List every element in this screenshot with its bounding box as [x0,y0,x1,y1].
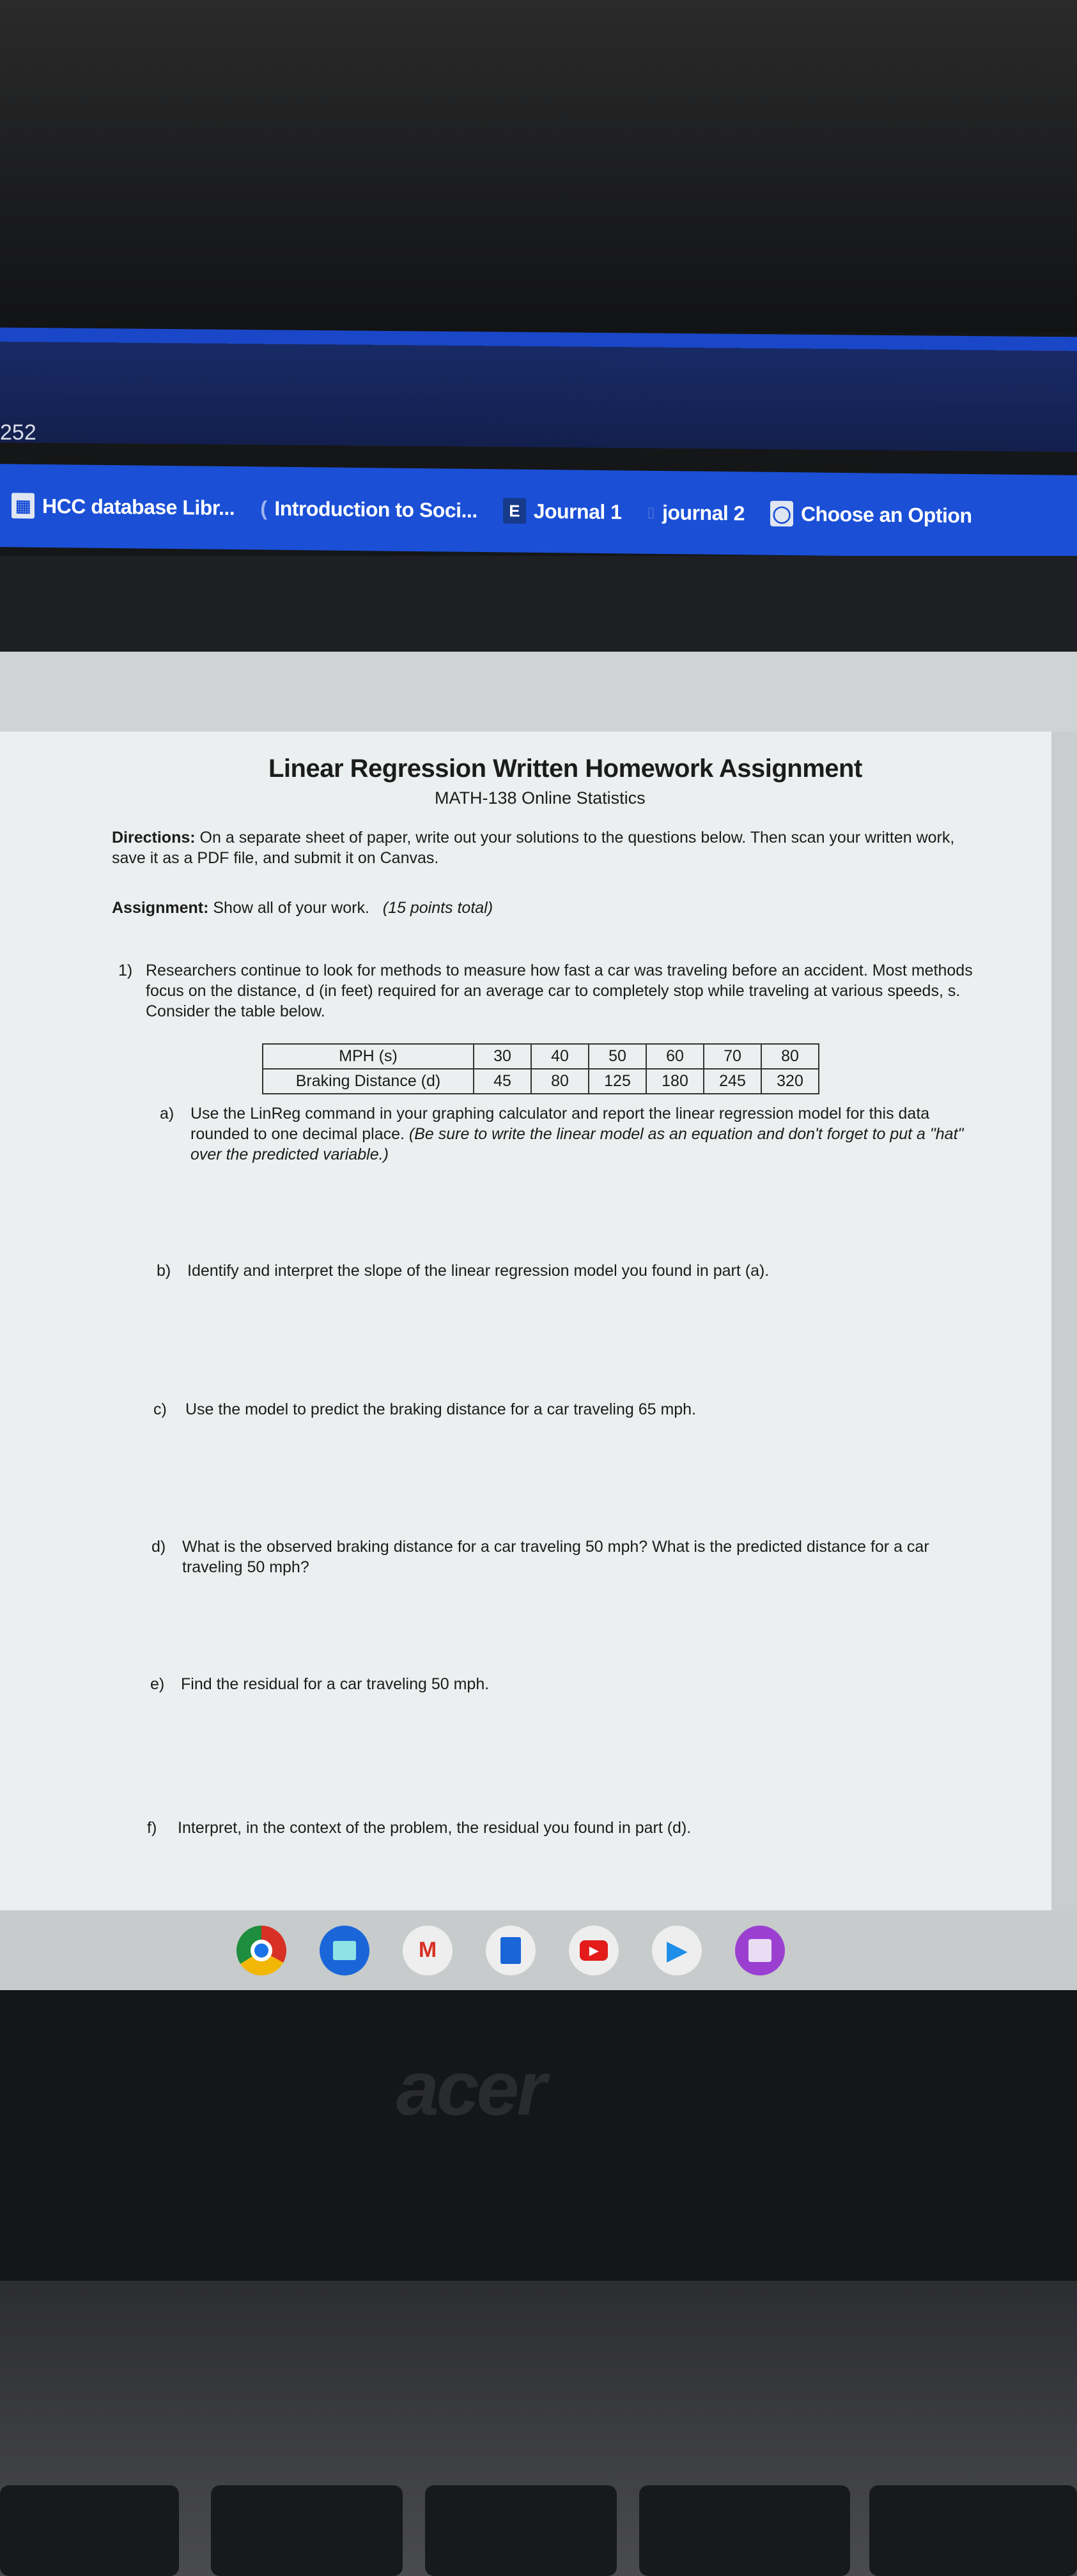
row-header: MPH (s) [263,1044,474,1069]
data-table [262,1043,819,1094]
viewer-toolbar [0,652,1077,735]
library-icon: ▦ [12,493,35,518]
gallery-icon[interactable] [735,1926,785,1975]
table-cell: 320 [761,1069,819,1094]
table-row [263,1044,819,1069]
part-e-text: Find the residual for a car traveling 50 mph. [181,1675,490,1693]
row-header: Braking Distance (d) [263,1069,474,1094]
key-volume-down[interactable] [869,2485,1077,2576]
course-subtitle: MATH-138 Online Statistics [435,788,646,808]
files-icon[interactable] [320,1926,369,1975]
table-cell: 80 [531,1069,589,1094]
table-cell: 30 [474,1044,531,1069]
question-number: 1) [118,962,133,979]
e-icon: E [503,498,526,523]
key-mute[interactable] [639,2485,850,2576]
table-cell: 60 [646,1044,704,1069]
part-letter: f) [147,1819,157,1837]
table-row [263,1069,819,1094]
part-c-text: Use the model to predict the braking distance for a car traveling 65 mph. [185,1400,697,1418]
bookmark-hcc-database[interactable] [12,493,235,521]
part-a-text [190,1103,983,1165]
key-brightness-down[interactable] [211,2485,403,2576]
bookmark-label: Journal 1 [533,499,622,523]
part-letter: c) [153,1400,167,1418]
part-letter: a) [160,1105,174,1123]
page-margin [1051,732,1077,1910]
screen-bezel [0,0,1077,332]
circle-icon: ◯ [770,501,793,526]
page-icon: ( [260,496,267,520]
part-letter: b) [157,1262,171,1280]
pdf-page [0,732,1051,1910]
tab-title-fragment[interactable]: 252 [0,420,36,445]
part-d-text: What is the observed braking distance for a car traveling 50 mph? What is the predicted distance for a car traveling 50 mph? [182,1538,929,1576]
bookmark-introduction-to-soci[interactable] [260,496,477,523]
youtube-icon[interactable]: ▶ [569,1926,619,1975]
page-title: Linear Regression Written Homework Assignment [268,755,862,783]
table-cell: 40 [531,1044,589,1069]
bookmark-label: Choose an Option [800,502,972,527]
acer-logo: acer [396,2046,544,2131]
part-f-text: Interpret, in the context of the problem, the residual you found in part (d). [178,1819,692,1837]
key-escape[interactable] [0,2485,179,2576]
chromeos-shelf [0,1910,1077,1990]
table-cell: 125 [589,1069,646,1094]
play-store-icon[interactable]: ▶ [652,1926,702,1975]
assignment-text: Show all of your work. [213,899,369,917]
part-b-text: Identify and interpret the slope of the linear regression model you found in part (a). [187,1262,770,1280]
points-total: (15 points total) [382,899,493,917]
assignment [112,898,493,918]
assignment-label: Assignment: [112,899,209,917]
question-1-text: Researchers continue to look for methods to measure how fast a car was traveling before an accident. Most methods focus on the distance, d (in feet) required for an average car to completely stop while traveling at various speeds, s. Consider the table below. [146,962,973,1020]
table-cell: 245 [704,1069,761,1094]
bookmark-label: journal 2 [662,500,745,525]
table-cell: 50 [589,1044,646,1069]
docs-icon[interactable] [486,1926,536,1975]
directions-text: On a separate sheet of paper, write out your solutions to the questions below. Then scan your written work, save it as a PDF file, and submit it on Canvas. [112,829,955,867]
part-letter: d) [151,1538,166,1556]
toolbar-area [0,556,1077,652]
part-text: Use the LinReg command in your graphing calculator and report the linear regression model for this data rounded to one decimal place. [190,1105,930,1143]
chrome-icon[interactable] [236,1926,286,1975]
table-cell: 45 [474,1069,531,1094]
part-letter: e) [150,1675,165,1693]
bookmark-journal-1[interactable] [503,498,622,525]
table-cell: 70 [704,1044,761,1069]
key-brightness-up[interactable] [425,2485,617,2576]
bookmark-label: Introduction to Soci... [274,496,477,522]
tab-strip [0,328,1077,452]
bookmark-choose-an-option[interactable] [770,501,972,528]
table-cell: 180 [646,1069,704,1094]
directions-label: Directions: [112,829,196,847]
bookmarks-bar [0,464,1077,558]
part-note: (Be sure to write the linear model as an equation and don't forget to put a "hat" over the predicted variable.) [190,1125,964,1163]
doc-icon: ▯ [647,503,655,520]
directions [112,827,968,868]
gmail-icon[interactable]: M [403,1926,453,1975]
bookmark-label: HCC database Libr... [42,494,235,519]
bookmark-journal-2[interactable] [647,500,744,525]
table-cell: 80 [761,1044,819,1069]
